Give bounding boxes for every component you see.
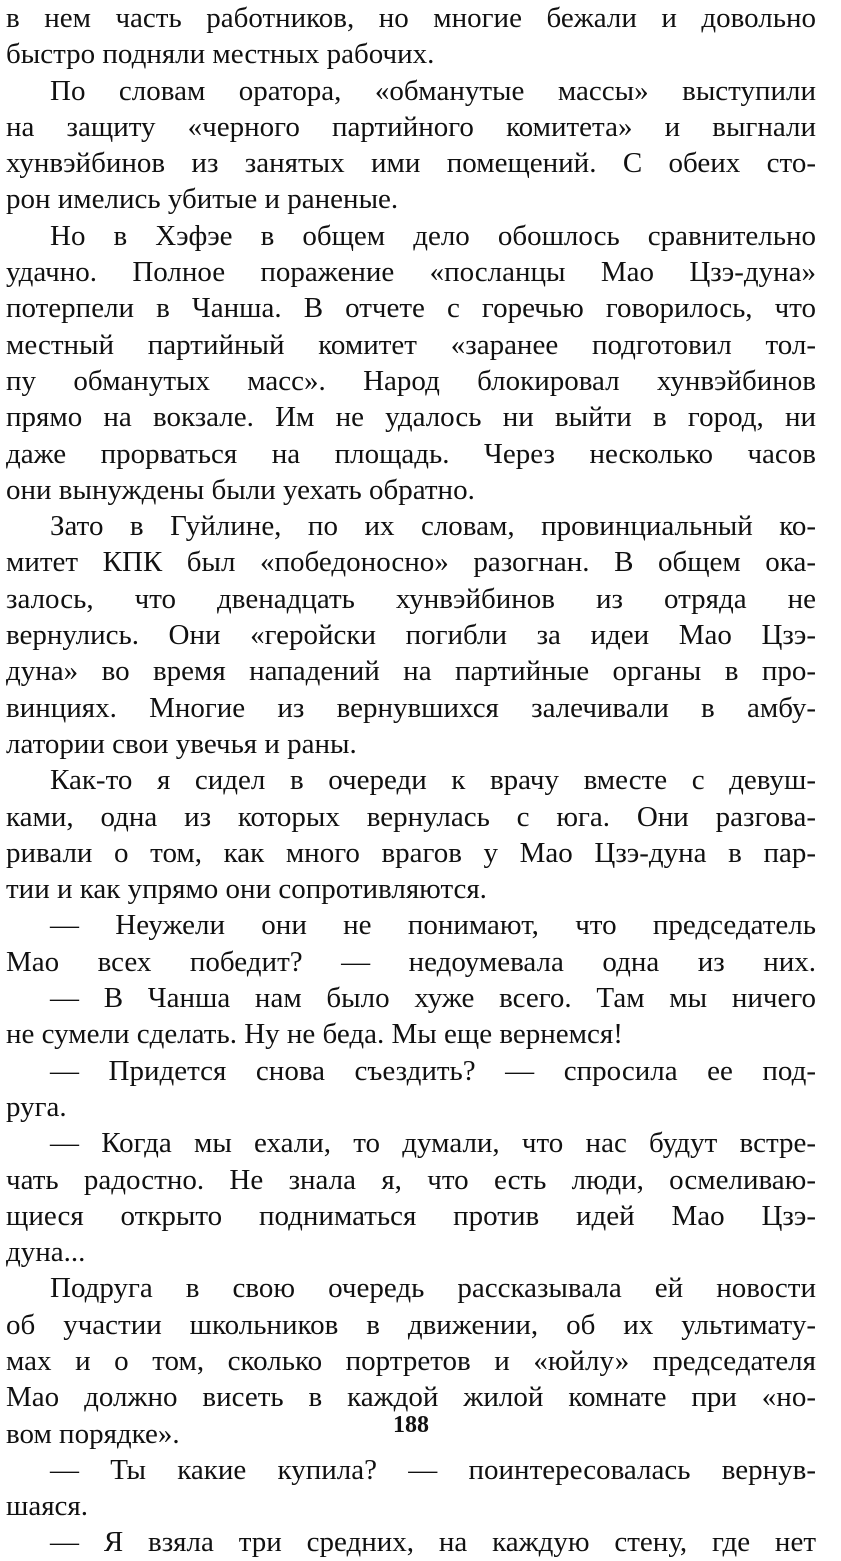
text-line: Но в Хэфэе в общем дело обошлось сравнительно bbox=[50, 219, 816, 252]
text-line: — Придется снова съездить? — спросила ее под- bbox=[50, 1054, 816, 1087]
text-line: дуна» во время нападений на партийные органы в про- bbox=[6, 655, 816, 688]
text-line: местный партийный комитет «заранее подготовил тол- bbox=[6, 328, 816, 361]
text-line: на защиту «черного партийного комитета» и выгнали bbox=[6, 110, 816, 143]
text-line: в нем часть работников, но многие бежали и довольно bbox=[6, 2, 816, 34]
text-line: шаяся. bbox=[6, 1490, 89, 1523]
text-line: латории свои увечья и раны. bbox=[6, 727, 357, 760]
text-line: митет КПК был «победоносно» разогнан. В общем ока- bbox=[6, 546, 816, 579]
text-line: удачно. Полное поражение «посланцы Мао Цзэ-дуна» bbox=[6, 256, 816, 289]
text-line: По словам оратора, «обманутые массы» выступили bbox=[50, 74, 816, 107]
text-line: хунвэйбинов из занятых ими помещений. С обеих сто- bbox=[6, 147, 816, 180]
text-line: дуна... bbox=[6, 1236, 86, 1269]
text-line: Как-то я сидел в очереди к врачу вместе с девуш- bbox=[50, 764, 816, 797]
book-page bbox=[6, 0, 816, 1559]
text-line: мах и о том, сколько портретов и «юйлу» председателя bbox=[6, 1344, 816, 1377]
text-line: чать радостно. Не знала я, что есть люди, осмеливаю- bbox=[6, 1163, 816, 1196]
text-line: Мао всех победит? — недоумевала одна из них. bbox=[6, 945, 816, 978]
text-line: прямо на вокзале. Им не удалось ни выйти в город, ни bbox=[6, 401, 816, 434]
text-line: рон имелись убитые и раненые. bbox=[6, 183, 399, 216]
text-line: об участии школьников в движении, об их ультимату- bbox=[6, 1308, 816, 1341]
page-number: 188 bbox=[393, 1412, 429, 1438]
text-line: вернулись. Они «геройски погибли за идеи Мао Цзэ- bbox=[6, 619, 816, 652]
text-line: Мао должно висеть в каждой жилой комнате при «но- bbox=[6, 1381, 816, 1414]
body-text bbox=[6, 0, 816, 1561]
text-line: Подруга в свою очередь рассказывала ей новости bbox=[50, 1272, 816, 1305]
text-line: руга. bbox=[6, 1090, 67, 1123]
text-line: щиеся открыто подниматься против идей Мао Цзэ- bbox=[6, 1199, 816, 1232]
text-line: ривали о том, как много врагов у Мао Цзэ-дуна в пар- bbox=[6, 836, 816, 869]
text-line: Зато в Гуйлине, по их словам, провинциальный ко- bbox=[50, 510, 816, 543]
text-line: — Когда мы ехали, то думали, что нас будут встре- bbox=[50, 1127, 816, 1160]
text-line: тии и как упрямо они сопротивляются. bbox=[6, 873, 487, 906]
text-line: они вынуждены были уехать обратно. bbox=[6, 473, 475, 506]
text-line: не сумели сделать. Ну не беда. Мы еще вернемся! bbox=[6, 1018, 623, 1051]
text-line: ками, одна из которых вернулась с юга. Они разгова- bbox=[6, 800, 816, 833]
text-line: потерпели в Чанша. В отчете с горечью говорилось, что bbox=[6, 292, 816, 325]
text-line: даже прорваться на площадь. Через несколько часов bbox=[6, 437, 816, 470]
text-line: — Я взяла три средних, на каждую стену, где нет bbox=[50, 1526, 816, 1559]
text-line: пу обманутых масс». Народ блокировал хунвэйбинов bbox=[6, 364, 816, 397]
text-line: — Неужели они не понимают, что председатель bbox=[50, 909, 816, 942]
text-line: винциях. Многие из вернувшихся залечивали в амбу- bbox=[6, 691, 816, 724]
text-line: залось, что двенадцать хунвэйбинов из отряда не bbox=[6, 582, 816, 615]
text-line: вом порядке». bbox=[6, 1417, 180, 1450]
text-line: — Ты какие купила? — поинтересовалась вернув- bbox=[50, 1453, 816, 1486]
text-line: — В Чанша нам было хуже всего. Там мы ничего bbox=[50, 982, 816, 1015]
text-line: быстро подняли местных рабочих. bbox=[6, 38, 435, 71]
